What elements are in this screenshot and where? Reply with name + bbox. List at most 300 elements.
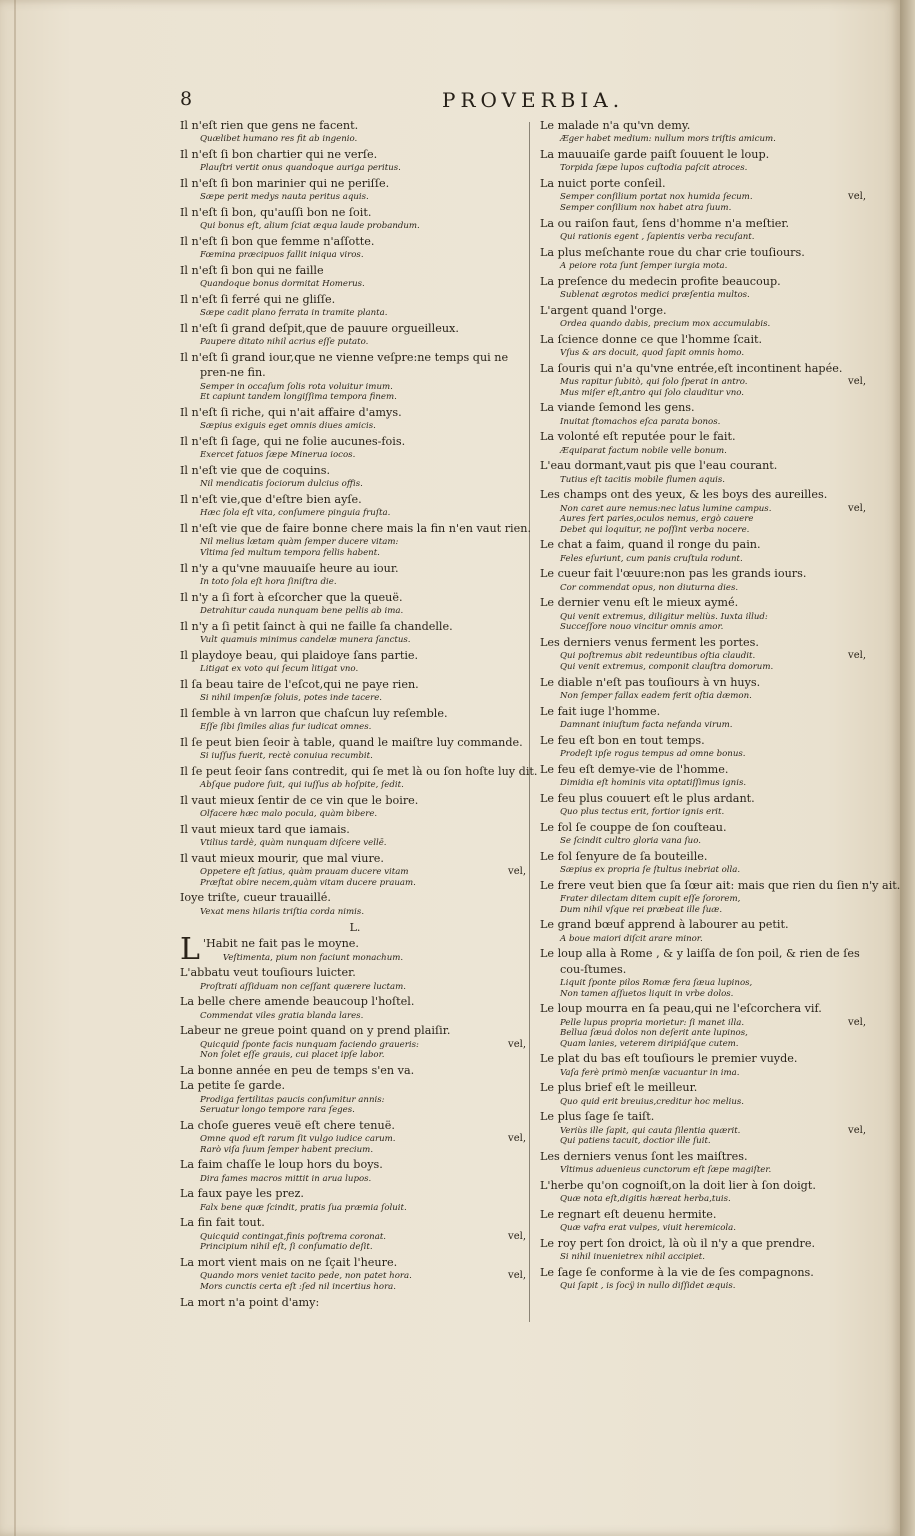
french-proverb: Le cueur fait l'œuure:non pas les grands iours. <box>540 567 807 581</box>
running-title: PROVERBIA. <box>442 88 625 112</box>
proverb-entry <box>180 1023 530 1063</box>
latin-line-row <box>540 133 870 147</box>
french-proverb: La petite ſe garde. <box>180 1079 286 1093</box>
french-proverb: Le fol ſe couppe de ſon couſteau. <box>540 820 727 834</box>
proverb-entry <box>180 590 530 619</box>
latin-translation: Sæpe cadit plano ferrata in tramite planta. <box>200 308 388 319</box>
proverb-entry <box>180 619 530 648</box>
proverb-entry <box>540 216 870 245</box>
latin-line-row <box>540 416 870 430</box>
proverb-entry <box>540 1001 870 1051</box>
latin-line-row <box>540 1164 870 1178</box>
latin-line-row <box>180 1282 530 1295</box>
latin-line-row <box>540 525 870 538</box>
french-proverb: Il n'y a ſi petit ſainct à qui ne faille ſa chandelle. <box>180 619 453 633</box>
latin-translation: Liquit ſponte pilos Romæ fera ſæua lupinos, <box>560 977 753 988</box>
proverb-entry <box>180 405 530 434</box>
latin-line-row <box>180 478 530 492</box>
latin-line-row <box>203 952 530 966</box>
latin-line-row <box>540 514 870 525</box>
latin-translation: A boue maiori diſcit arare minor. <box>560 933 703 944</box>
proverb-entry <box>540 704 870 733</box>
latin-translation: Sublenat ægrotos medici præſentia multos. <box>560 290 750 300</box>
vel-marker: vel, <box>508 1270 526 1282</box>
french-proverb: L'abbatu veut touſiours luicter. <box>180 966 356 980</box>
latin-translation: Plauſtri vertit onus quandoque auriga peritus. <box>200 163 401 174</box>
proverb-entry <box>180 463 530 492</box>
latin-line-row <box>540 650 870 662</box>
french-proverb: Il n'eſt vie que de faire bonne chere mais la fin n'en vaut rien. <box>180 522 532 535</box>
latin-translation: Vult quamuis minimus candelæ munera ſanctus. <box>200 635 411 645</box>
latin-line-row <box>180 381 530 393</box>
latin-line-row <box>540 893 870 905</box>
latin-translation: Quando mors veniet tacito pede, non patet hora. <box>200 1271 412 1282</box>
proverb-entry <box>540 332 870 361</box>
latin-translation: Sæpius ex propria ſe ſtultus inebriat olla. <box>560 864 741 875</box>
proverb-entry <box>540 1178 870 1207</box>
latin-translation: Commendat viles gratia blanda lares. <box>200 1010 364 1021</box>
latin-line-row <box>540 1251 870 1265</box>
latin-line-row <box>180 721 530 735</box>
latin-line-row <box>540 777 870 791</box>
french-proverb: Il n'eſt ſi bon qui ne faille <box>180 264 324 277</box>
proverb-entry <box>180 434 530 463</box>
proverb-entry <box>180 263 530 292</box>
vel-marker: vel, <box>508 1230 526 1242</box>
latin-line-row <box>180 548 530 561</box>
latin-translation: Exercet fatuos ſæpe Minerua iocos. <box>200 450 356 461</box>
latin-line-row <box>180 1050 530 1063</box>
latin-line-row <box>180 220 530 234</box>
french-proverb: Il n'eſt vie que de coquins. <box>180 464 331 477</box>
latin-translation: Vexat mens hilaris triſtia corda nimis. <box>200 906 365 917</box>
proverb-entry <box>180 735 530 764</box>
french-proverb: La viande ſemond les gens. <box>540 401 695 415</box>
proverb-entry <box>180 1186 530 1215</box>
latin-line-row <box>540 933 870 947</box>
french-proverb: La nuict porte conſeil. <box>540 177 666 190</box>
latin-translation: Pelle lupus propria morietur: ſi manet illa. <box>560 1017 745 1028</box>
latin-line-row <box>540 1028 870 1039</box>
proverb-entry <box>540 917 870 946</box>
french-proverb: Il vaut mieux mourir, que mal viure. <box>180 851 384 865</box>
latin-translation: Sæpius exiguis eget omnis diues amicis. <box>200 421 376 432</box>
latin-translation: Æger habet medium: nullum mors triſtis amicum. <box>560 134 776 145</box>
french-proverb: Les derniers venus ferment les portes. <box>540 635 759 649</box>
proverb-entry <box>180 706 530 735</box>
latin-translation: Vſus & ars docuit, quod ſapit omnis homo. <box>560 348 745 358</box>
french-proverb: La bonne année en peu de temps s'en va. <box>180 1063 415 1077</box>
latin-line-row <box>540 748 870 762</box>
french-proverb: La choſe gueres veuë eſt chere tenuë. <box>180 1118 395 1132</box>
proverb-entry <box>540 946 870 1001</box>
proverb-entry <box>180 965 530 994</box>
latin-line-row <box>180 878 530 891</box>
latin-line-row <box>540 503 870 515</box>
latin-translation: Si nihil impenſæ ſoluis, potes inde tacere. <box>200 693 383 703</box>
proverb-entry <box>540 733 870 762</box>
latin-translation: Quæ nota eſt,digitis hæreat herba,tuis. <box>560 1194 731 1205</box>
latin-line-row <box>540 611 870 623</box>
french-proverb: Il playdoye beau, qui plaidoye ſans partie. <box>180 648 419 662</box>
proverb-entry <box>180 234 530 263</box>
latin-translation: Non caret aure nemus:nec latus lumine campus. <box>560 503 772 514</box>
latin-line-row <box>540 905 870 918</box>
latin-line-row <box>180 191 530 205</box>
proverb-entry <box>540 675 870 704</box>
latin-translation: Torpida ſæpe lupos cuſtodia paſcit atroces. <box>560 163 748 174</box>
latin-line-row <box>540 1067 870 1081</box>
french-proverb: Le plat du bas eſt touſiours le premier vuyde. <box>540 1052 798 1066</box>
proverb-entry <box>180 492 530 521</box>
proverb-entry <box>180 1078 530 1118</box>
french-proverb: Le frere veut bien que ſa ſœur ait: mais que rien du ſien n'y ait. <box>540 878 901 892</box>
latin-translation: Semper in occaſum ſolis rota voluitur imum. <box>200 381 393 392</box>
vel-marker: vel, <box>848 502 866 514</box>
vel-marker: vel, <box>848 191 866 203</box>
french-proverb: Les champs ont des yeux, & les boys des aureilles. <box>540 488 828 502</box>
french-proverb: Le feu eſt demye-vie de l'homme. <box>540 762 729 776</box>
latin-translation: Præſtat obire necem,quàm vitam ducere prauam. <box>200 877 416 888</box>
french-proverb: Il n'y a qu'vne mauuaiſe heure au iour. <box>180 561 399 575</box>
latin-line-row <box>540 864 870 878</box>
latin-translation: Non ſemper fallax eadem ferit oſtia dæmon. <box>560 690 752 701</box>
proverb-entry <box>540 458 870 487</box>
latin-line-row <box>180 1242 530 1255</box>
latin-line-row <box>540 690 870 704</box>
latin-line-row <box>540 1136 870 1149</box>
latin-translation: Tutius eſt tacitis mobile flumen aquis. <box>560 474 726 485</box>
proverb-entry <box>540 595 870 635</box>
french-proverb: La mort vient mais on ne ſçait l'heure. <box>180 1255 398 1269</box>
latin-translation: Feles eſuriunt, cum panis cruſtula rodunt. <box>560 553 743 564</box>
french-proverb: Le fait iuge l'homme. <box>540 704 661 718</box>
french-proverb: Le ſage ſe conforme à la vie de ſes compagnons. <box>540 1265 814 1279</box>
french-proverb: La faux paye les prez. <box>180 1187 304 1201</box>
latin-line-row <box>180 692 530 706</box>
latin-translation: Æquiparat factum nobile velle bonum. <box>560 445 727 456</box>
proverb-entry <box>540 303 870 332</box>
latin-translation: Vltima ſed multum tempora fellis habent. <box>200 548 380 558</box>
french-proverb: La plus meſchante roue du char crie touſiours. <box>540 245 805 259</box>
latin-line-row <box>540 388 870 401</box>
latin-translation: Eſſe ſibi ſimiles alias fur iudicat omnes. <box>200 722 372 732</box>
latin-translation: Rarò viſa ſuum ſemper habent precium. <box>200 1144 374 1155</box>
latin-translation: Omne quod eſt rarum ſit vulgo iudice carum. <box>200 1134 396 1145</box>
proverb-entry <box>540 537 870 566</box>
french-proverb: L'argent quand l'orge. <box>540 303 667 317</box>
latin-translation: Abſque pudore ſuit, qui iuſſus ab hoſpite, ſedit. <box>200 780 404 790</box>
latin-line-row <box>540 719 870 733</box>
latin-translation: Quo quid erit breuius,creditur hoc melius. <box>560 1096 745 1107</box>
proverb-entry <box>180 176 530 205</box>
proverb-entry <box>180 1118 530 1158</box>
latin-translation: Semper conſilium nox habet atra ſuum. <box>560 203 732 213</box>
latin-line-row <box>180 605 530 619</box>
french-proverb: Le plus ſage ſe taiſt. <box>540 1110 655 1124</box>
proverb-entry <box>540 147 870 176</box>
latin-translation: Frater dilectam ditem cupit eſſe ſororem, <box>560 893 741 904</box>
french-proverb: Il n'eſt ſi bon que femme n'aſſotte. <box>180 235 375 248</box>
french-proverb: Il n'eſt ſi grand deſpit,que de pauure orgueilleux. <box>180 322 459 335</box>
latin-translation: Vtilius tardè, quàm nunquam diſcere vellē. <box>200 838 387 848</box>
latin-translation: Bellua ſæuá dolos non deſerit ante lupinos, <box>560 1028 748 1039</box>
french-proverb: La ou raiſon faut, ſens d'homme n'a meſtier. <box>540 216 790 230</box>
latin-line-row <box>540 977 870 989</box>
latin-line-row <box>540 289 870 303</box>
latin-translation: A peiore rota ſunt ſemper iurgia mota. <box>560 261 728 271</box>
latin-line-row <box>180 634 530 648</box>
latin-translation: Paupere ditato nihil acrius eſſe putato. <box>200 337 369 348</box>
latin-line-row <box>180 1231 530 1243</box>
latin-translation: Qui patiens tacuit, doctior ille ſuit. <box>560 1136 711 1147</box>
latin-line-row <box>180 162 530 176</box>
french-proverb: Le roy pert ſon droict, là où il n'y a que prendre. <box>540 1236 816 1250</box>
latin-translation: Et capiunt tandem longiſſima tempora finem. <box>200 392 397 403</box>
latin-translation: Hæc ſola eſt vita, conſumere pinguia fruſta. <box>200 508 391 519</box>
proverb-entry <box>180 890 530 919</box>
latin-translation: Dum nihil vſque rei præbeat ille ſuæ. <box>560 904 723 915</box>
french-proverb: Le malade n'a qu'vn demy. <box>540 119 691 132</box>
latin-translation: Aures fert paries,oculos nemus, ergò cauere <box>560 514 754 525</box>
latin-translation: Quælibet humano res fit ab ingenio. <box>200 134 358 145</box>
proverb-entry <box>540 429 870 458</box>
latin-line-row <box>180 392 530 405</box>
proverb-entry <box>180 677 530 706</box>
latin-translation: Vltimus aduenieus cunctorum eſt ſæpe magiſter. <box>560 1165 772 1176</box>
french-proverb: La mort n'a point d'amy: <box>180 1295 320 1309</box>
latin-translation: Dira fames macros mittit in arua lupos. <box>200 1173 372 1184</box>
proverb-entry <box>540 878 901 918</box>
proverb-entry <box>540 361 870 401</box>
latin-line-row <box>180 449 530 463</box>
latin-line-row <box>540 989 870 1002</box>
latin-line-row <box>540 553 870 567</box>
latin-translation: Succeſſore nouo vincitur omnis amor. <box>560 622 724 633</box>
french-proverb: Il ſa beau taire de l'eſcot,qui ne paye rien. <box>180 677 419 691</box>
latin-line-row <box>180 906 530 920</box>
vel-marker: vel, <box>508 1038 526 1050</box>
french-proverb: Le diable n'eſt pas touſiours à vn huys. <box>540 675 761 689</box>
vel-marker: vel, <box>848 1124 866 1136</box>
proverb-entry <box>180 1295 530 1310</box>
latin-line-row <box>540 162 870 176</box>
latin-line-row <box>540 1193 870 1207</box>
french-proverb: La belle chere amende beaucoup l'hoſtel. <box>180 995 415 1009</box>
latin-line-row <box>180 981 530 995</box>
latin-translation: Mus rapitur ſubitò, qui ſolo ſperat in antro. <box>560 377 748 387</box>
french-proverb: Il n'eſt ſi riche, qui n'ait affaire d'amys. <box>180 406 402 419</box>
latin-line-row <box>180 837 530 851</box>
latin-translation: Seruatur longo tempore rara ſeges. <box>200 1105 355 1116</box>
latin-translation: Oppetere eſt ſatius, quàm prauam ducere vitam <box>200 867 409 877</box>
latin-translation: Qui rationis egent , ſapientis verba recuſant. <box>560 232 755 242</box>
latin-line-row <box>540 1017 870 1029</box>
proverb-entry <box>540 762 870 791</box>
french-proverb: Il vaut mieux tard que iamais. <box>180 822 350 836</box>
right-column <box>540 118 901 1294</box>
proverb-entry <box>180 851 530 891</box>
french-proverb: 'Habit ne fait pas le moyne. <box>202 937 359 951</box>
french-proverb: Le fol ſenyure de ſa bouteille. <box>540 849 708 863</box>
french-proverb: Le feu plus couuert eſt le plus ardant. <box>540 791 755 805</box>
latin-translation: Dimidia eſt hominis vita optatiſſimus ignis. <box>560 777 747 788</box>
latin-line-row <box>540 347 870 361</box>
latin-translation: Fœmina præcipuos fallit iniqua viros. <box>200 250 364 261</box>
latin-translation: Quicquid ſponte facis nunquam faciendo graueris: <box>200 1039 419 1050</box>
latin-line-row <box>540 806 870 820</box>
latin-line-row <box>540 231 870 245</box>
latin-translation: Veſtimenta, pium non faciunt monachum. <box>222 952 404 963</box>
french-proverb: Il n'eſt ſi ferré qui ne gliſſe. <box>180 293 336 306</box>
latin-line-row <box>540 1280 870 1294</box>
french-proverb: Il n'eſt vie,que d'eſtre bien ayſe. <box>180 493 362 506</box>
proverb-entry <box>540 1236 870 1265</box>
latin-translation: Quæ vafra erat vulpes, viuit heremicola. <box>560 1223 736 1234</box>
latin-translation: Prodeſt ipſe rogus tempus ad omne bonus. <box>560 748 746 759</box>
proverb-entry <box>540 1109 870 1149</box>
latin-translation: Qui ſapit , is ſocÿ in nullo diſſidet æquis. <box>560 1281 736 1292</box>
proverb-entry <box>540 487 870 537</box>
latin-translation: Olfacere hæc malo pocula, quàm bibere. <box>200 809 378 819</box>
latin-translation: Non ſolet eſſe grauis, cui placet ipſe labor. <box>200 1050 385 1061</box>
proverb-entry <box>180 1063 530 1078</box>
proverb-entry <box>180 147 530 176</box>
page-header <box>180 88 720 114</box>
french-proverb: L'eau dormant,vaut pis que l'eau courant. <box>540 459 778 473</box>
latin-translation: Ordea quando dabis, precium mox accumulabis. <box>560 319 771 329</box>
latin-translation: Non tamen aſſuetos liquit in vrbe dolos. <box>560 988 734 999</box>
proverb-entry <box>540 274 870 303</box>
proverb-entry <box>540 400 870 429</box>
latin-line-row <box>180 249 530 263</box>
french-proverb: Il n'eſt ſi grand iour,que ne vienne veſpre:ne temps qui ne pren-ne fin. <box>180 351 509 380</box>
latin-line-row <box>540 1039 870 1052</box>
drop-capital: L <box>180 932 200 968</box>
latin-line-row <box>540 474 870 488</box>
proverb-entry <box>540 1149 870 1178</box>
latin-line-row <box>180 866 530 878</box>
latin-translation: Inuitat ſtomachos eſca parata bonos. <box>560 416 721 427</box>
vel-marker: vel, <box>848 376 866 387</box>
section-heading-l: L. <box>349 921 361 935</box>
proverb-entry <box>180 1215 530 1255</box>
proverb-entry <box>540 118 870 147</box>
latin-line-row <box>540 203 870 216</box>
latin-line-row <box>180 750 530 764</box>
latin-line-row <box>180 808 530 822</box>
proverb-entry <box>540 245 870 274</box>
latin-translation: Mors cunctis certa eſt :ſed nil incertius hora. <box>200 1281 397 1292</box>
proverb-entry <box>540 1207 870 1236</box>
proverb-entry <box>180 1255 530 1295</box>
french-proverb: Le loup mourra en ſa peau,qui ne l'eſcorchera vif. <box>540 1002 822 1016</box>
latin-translation: Semper conſilium portat nox humida ſecum. <box>560 192 753 203</box>
left-column <box>180 118 538 1310</box>
latin-translation: Prodiga fertilitas paucis conſumitur annis: <box>200 1094 385 1105</box>
latin-line-row <box>540 1222 870 1236</box>
proverb-entry <box>540 791 870 820</box>
latin-translation: Se ſcindit cultro gloria vana ſuo. <box>560 835 701 846</box>
proverb-entry <box>540 1051 870 1080</box>
latin-line-row <box>540 318 870 332</box>
proverb-entry <box>180 350 530 405</box>
french-proverb: Il n'eſt rien que gens ne facent. <box>180 119 359 132</box>
latin-line-row <box>180 1039 530 1051</box>
french-proverb: Il n'eſt ſi ſage, qui ne folie aucunes-fois. <box>180 435 406 448</box>
proverb-entry <box>180 822 530 851</box>
french-proverb: Il vaut mieux ſentir de ce vin que le boire. <box>180 793 419 807</box>
latin-line-row <box>180 576 530 590</box>
latin-line-row <box>540 1096 870 1110</box>
french-proverb: Le feu eſt bon en tout temps. <box>540 733 705 747</box>
proverb-entry <box>180 764 538 793</box>
french-proverb: Le regnart eſt deuenu hermite. <box>540 1207 717 1221</box>
latin-line-row <box>180 536 530 548</box>
proverb-entry <box>540 1080 870 1109</box>
adjacent-page-edge <box>900 0 915 1536</box>
french-proverb: La mauuaiſe garde paiſt ſouuent le loup. <box>540 148 770 161</box>
french-proverb: Il n'eſt ſi bon chartier qui ne verſe. <box>180 148 378 161</box>
proverb-entry <box>180 521 530 561</box>
latin-translation: Falx bene quæ ſcindit, pratis ſua præmia ſoluit. <box>200 1202 407 1213</box>
latin-line-row <box>180 663 530 677</box>
french-proverb: Il n'eſt ſi bon, qu'auſſi bon ne ſoit. <box>180 206 372 219</box>
latin-translation: Litigat ex voto qui ſecum litigat vno. <box>200 664 359 674</box>
latin-line-row <box>180 507 530 521</box>
proverb-entry <box>180 793 530 822</box>
french-proverb: La faim chaſſe le loup hors du boys. <box>180 1158 383 1172</box>
french-proverb: Labeur ne greue point quand on y prend plaiſir. <box>180 1024 451 1038</box>
latin-line-row <box>540 260 870 274</box>
latin-line-row <box>540 835 870 849</box>
proverb-entry <box>180 205 530 234</box>
french-proverb: Le loup alla à Rome , & y laiſſa de ſon poil, & rien de ſes cou-ſtumes. <box>540 947 860 976</box>
latin-translation: Damnant iniuſtum facta nefanda virum. <box>560 719 733 730</box>
french-proverb: Il n'eſt ſi bon marinier qui ne periſſe. <box>180 177 390 190</box>
latin-translation: Vaſa ferè primò menſæ vacuantur in ima. <box>560 1067 740 1078</box>
french-proverb: Il n'y a ſi fort à eſcorcher que la queuë. <box>180 590 403 604</box>
french-proverb: Il ſe peut bien ſeoir à table, quand le maiſtre luy commande. <box>180 735 523 749</box>
latin-translation: Nil melius lætam quàm ſemper ducere vitam: <box>200 537 399 548</box>
french-proverb: La volonté eſt reputée pour le fait. <box>540 430 736 444</box>
proverb-entry <box>540 635 870 675</box>
latin-line-row <box>180 278 530 292</box>
latin-line-row <box>180 336 530 350</box>
vel-marker: vel, <box>508 1133 526 1145</box>
latin-translation: Veriùs ille ſapit, qui cauta ſilentia quærit. <box>560 1125 741 1136</box>
latin-line-row <box>180 779 530 793</box>
proverb-entry <box>180 648 530 677</box>
vel-marker: vel, <box>848 1016 866 1028</box>
latin-line-row <box>540 191 870 203</box>
latin-line-row <box>540 445 870 459</box>
proverb-entry <box>180 321 530 350</box>
french-proverb: Le plus brief eſt le meilleur. <box>540 1081 698 1095</box>
vel-marker: vel, <box>508 866 526 877</box>
proverb-entry <box>540 176 870 216</box>
latin-line-row <box>180 133 530 147</box>
latin-translation: Qui bonus eſt, alium ſciat æqua laude probandum. <box>200 221 420 232</box>
latin-line-row <box>180 1145 530 1158</box>
latin-translation: Debet qui loquitur, ne poſſint verba nocere. <box>560 524 750 535</box>
latin-translation: Si iuſſus fuerit, rectè conuiua recumbit. <box>200 751 373 761</box>
latin-line-row <box>180 1133 530 1145</box>
latin-translation: Qui poſtremus abit redeuntibus oſtia claudit. <box>560 651 756 662</box>
latin-translation: Detrahitur cauda nunquam bene pellis ab ima. <box>200 606 404 616</box>
proverb-entry <box>540 849 870 878</box>
latin-line-row <box>180 1105 530 1118</box>
